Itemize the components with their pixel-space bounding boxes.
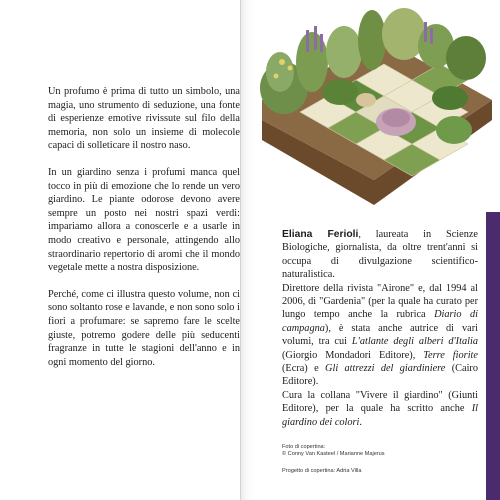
blurb-text [48, 85, 240, 382]
bio-title-italic: Diario di campagna [282, 309, 478, 334]
bio-paragraph-1 [282, 228, 478, 282]
blurb-paragraph-1: Un profumo è prima di tutto un simbolo, una magia, uno strumento di seduzione, una fonte di esperienze emotive rivissute sul filo della memoria, non solo un insieme di molecole capaci di solleticare il nostro naso. [48, 86, 240, 152]
bio-text: (Ecra) e [282, 363, 326, 375]
photo-credit-label: Foto di copertina: [282, 444, 326, 450]
bio-title-italic: Terre fiorite [423, 349, 478, 361]
design-credit: Progetto di copertina: Adria Villa [282, 467, 362, 474]
author-name: Eliana Ferioli [282, 229, 359, 240]
bio-intro: , laureata in Scienze Biologiche, giornalista, da oltre trent'anni si occupa di divulgazione scientifico-naturalistica. [282, 229, 478, 281]
bio-text: Cura la collana "Vivere il giardino" (Giunti Editore), per la quale ha scritto anche [282, 389, 478, 415]
left-flap [0, 0, 240, 500]
accent-bar [486, 212, 500, 500]
cover-credits [282, 444, 482, 475]
bio-title-italic: Gli attrezzi del giardiniere [325, 363, 446, 375]
herb-garden-illustration [254, 0, 494, 210]
bio-paragraph-3 [282, 389, 478, 429]
bio-title-italic: L'atlante degli alberi d'Italia [351, 336, 478, 348]
bio-text: . [359, 416, 362, 428]
bio-title-italic: Il giardino dei colori [282, 403, 478, 428]
blurb-paragraph-2: In un giardino senza i profumi manca quel tocco in più di emozione che lo rende un vero giardino. Le piante odorose devono avere sempre un posto nei nostri spazi verdi: impariamo allora a conoscerle e a usarle in modo creativo e personale, attingendo allo straordinario repertorio di aromi che il mondo vegetale mette a nostra disposizione. [48, 166, 240, 274]
photo-credit-value: © Conny Van Kasteel / Marianne Majerus [282, 451, 385, 458]
author-bio [282, 228, 478, 429]
bio-text: Direttore della rivista "Airone" e, dal 1994 al 2006, di "Gardenia" (per la quale ha curato per lungo tempo anche la rubrica [282, 282, 478, 321]
bio-paragraph-2 [282, 282, 478, 389]
right-flap [254, 0, 500, 500]
bio-text: ), è stata anche autrice di vari volumi, tra cui [282, 322, 478, 348]
blurb-paragraph-3: Perché, come ci illustra questo volume, non ci sono soltanto rose e lavande, e non sono solo i fiori a profumare: se sapremo fare le scelte giuste, potremo godere delle più seducenti fragranze in tutte le stagioni dell'anno e in ogni momento del giorno. [48, 288, 240, 368]
bio-text: (Cairo Editore). [282, 363, 479, 388]
bio-text: (Giorgio Mondadori Editore), [282, 349, 424, 361]
page-fold [240, 0, 254, 500]
